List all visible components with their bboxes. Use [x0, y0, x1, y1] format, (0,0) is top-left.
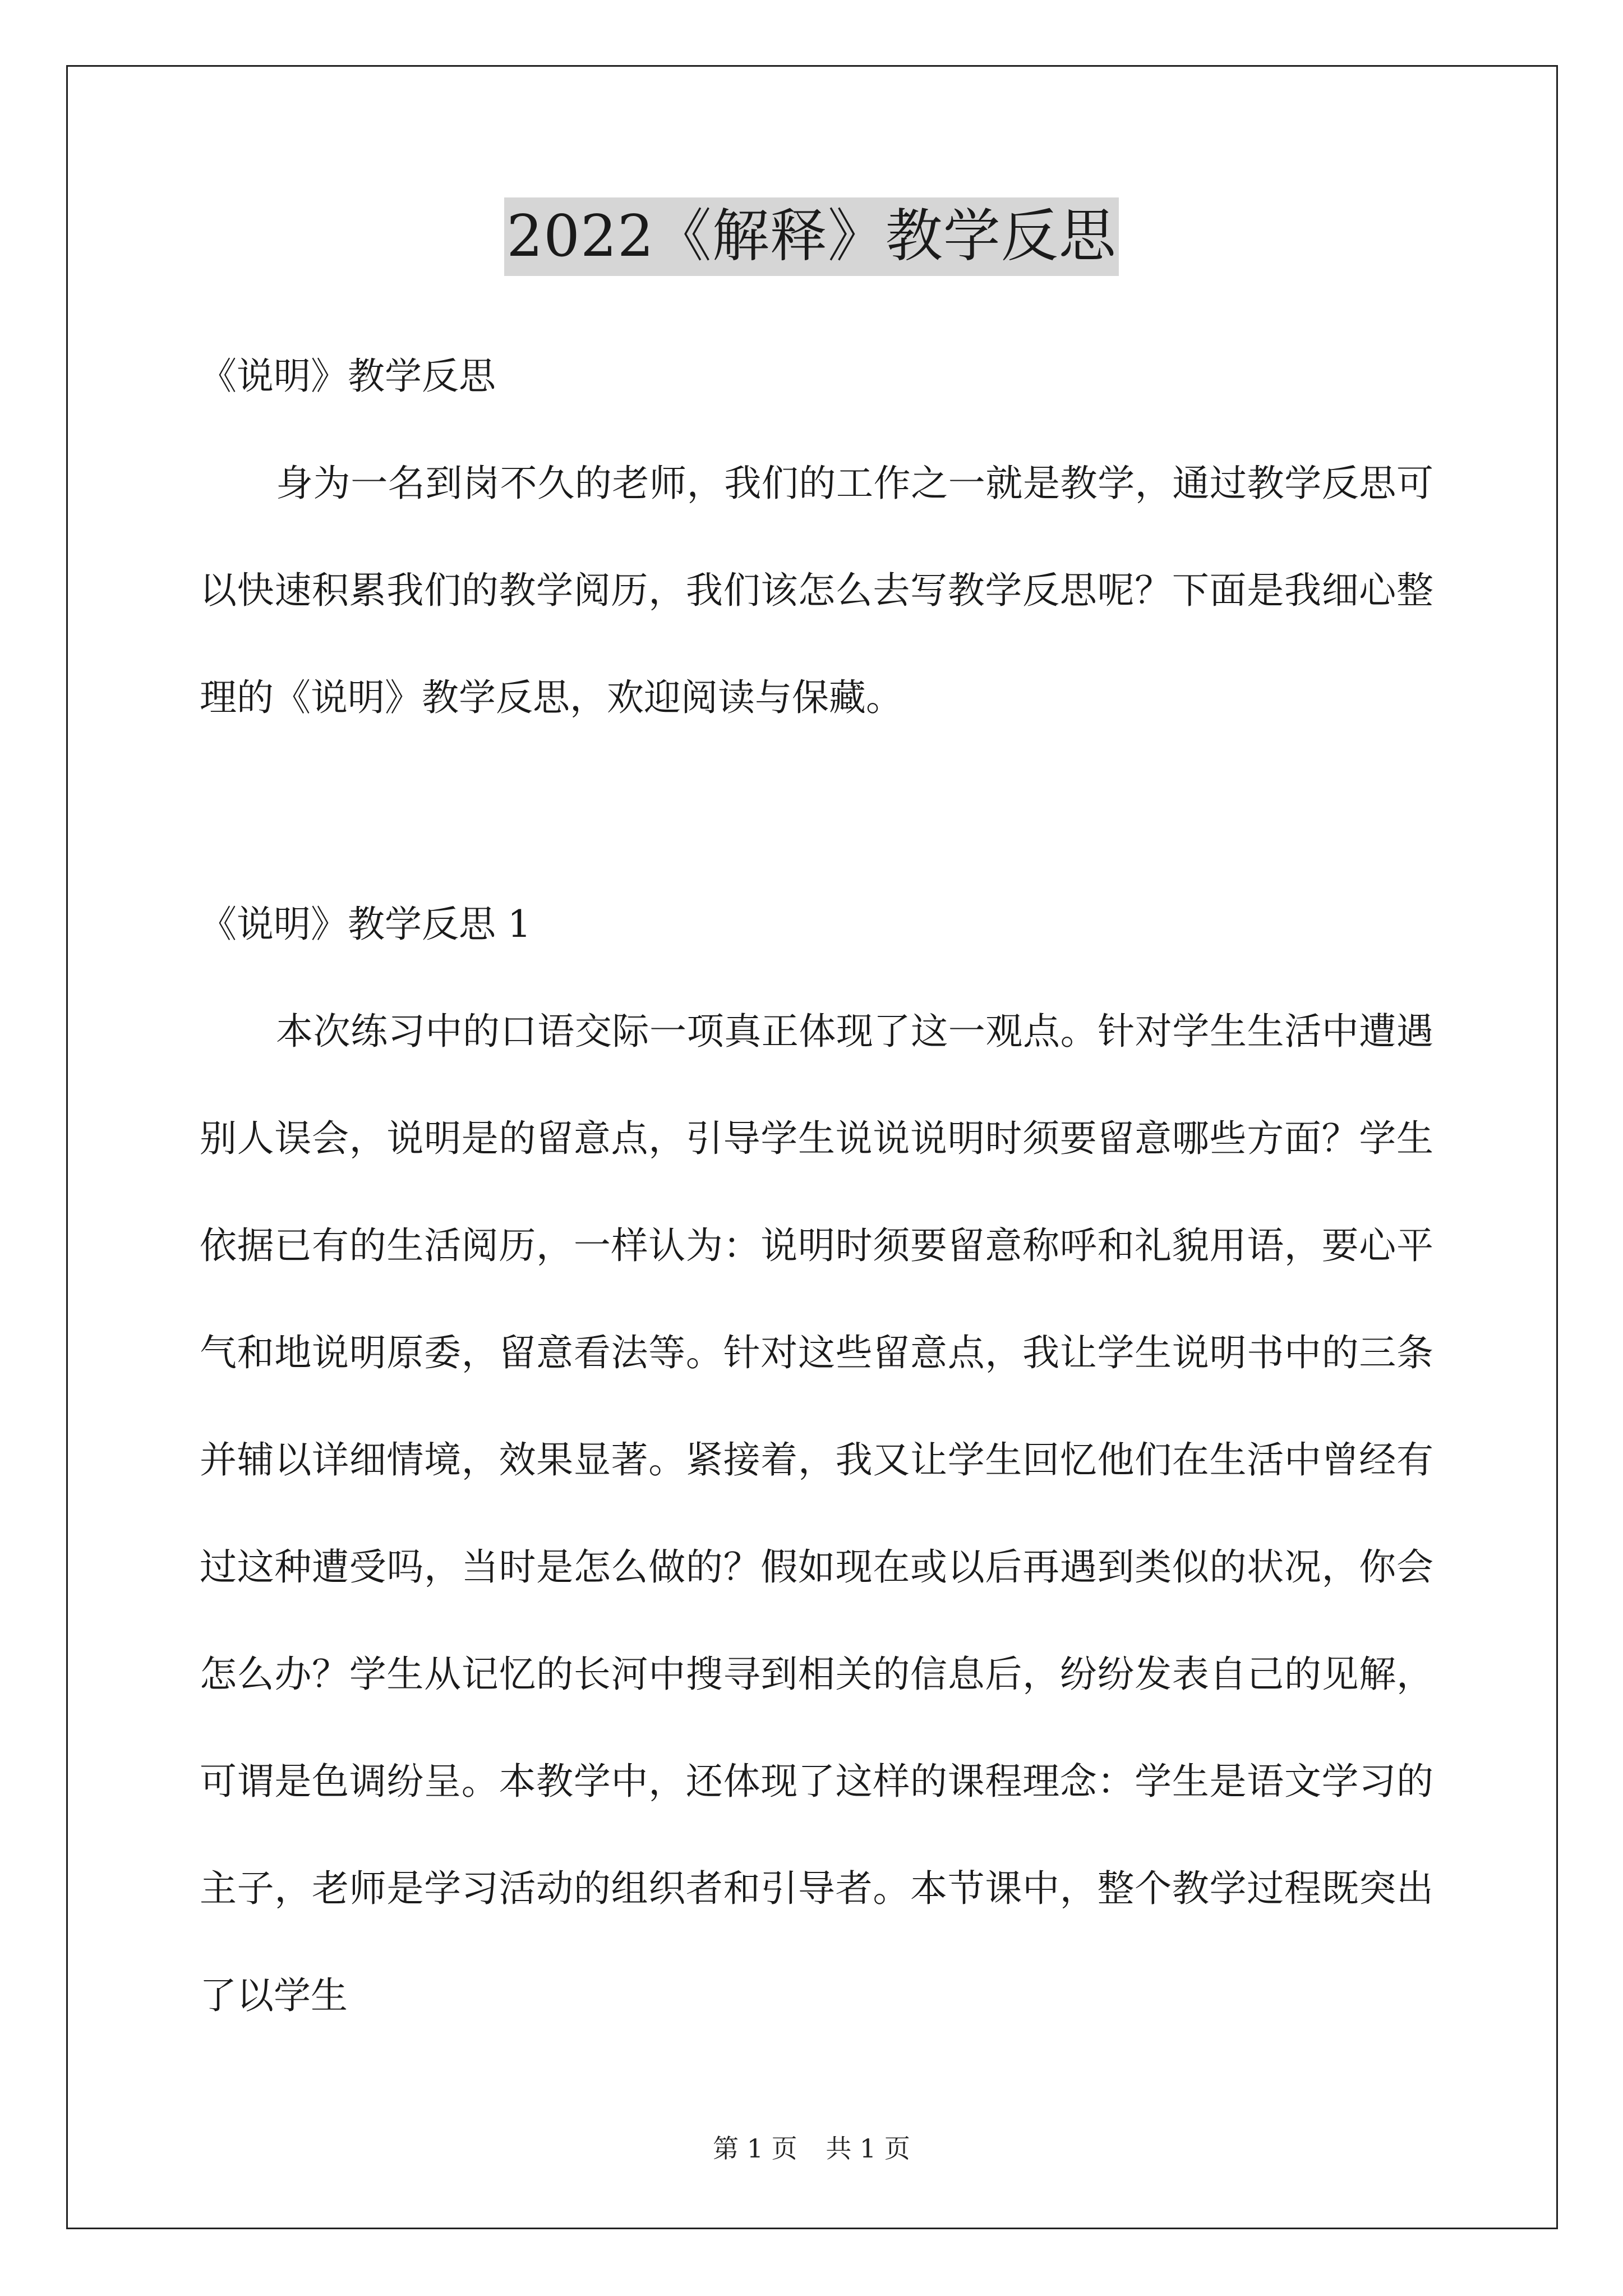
intro-paragraph: 身为一名到岗不久的老师，我们的工作之一就是教学，通过教学反思可以快速积累我们的教学阅历，我们该怎么去写教学反思呢？下面是我细心整理的《说明》教学反思，欢迎阅读与保藏。: [200, 462, 1433, 719]
title-container: [0, 197, 1623, 276]
page-footer: [0, 2132, 1623, 2165]
page-number-total: 共 1 页: [826, 2133, 910, 2164]
section-heading-intro: 《说明》教学反思: [200, 355, 496, 398]
section-heading-1: 《说明》教学反思 1: [200, 903, 531, 946]
page-number-current: 第 1 页: [713, 2133, 797, 2164]
section-1-paragraph: 本次练习中的口语交际一项真正体现了这一观点。针对学生生活中遭遇别人误会，说明是的留意点，引导学生说说说明时须要留意哪些方面？学生依据已有的生活阅历，一样认为：说明时须要留意称呼和礼貌用语，要心平气和地说明原委，留意看法等。针对这些留意点，我让学生说明书中的三条并辅以详细情境，效果显著。紧接着，我又让学生回忆他们在生活中曾经有过这种遭受吗，当时是怎么做的？假如现在或以后再遇到类似的状况，你会怎么办？学生从记忆的长河中搜寻到相关的信息后，纷纷发表自己的见解，可谓是色调纷呈。本教学中，还体现了这样的课程理念：学生是语文学习的主子，老师是学习活动的组织者和引导者。本节课中，整个教学过程既突出了以学生: [200, 1010, 1433, 2017]
document-title: 2022《解释》教学反思: [504, 197, 1119, 276]
document-body: [200, 314, 1433, 2049]
